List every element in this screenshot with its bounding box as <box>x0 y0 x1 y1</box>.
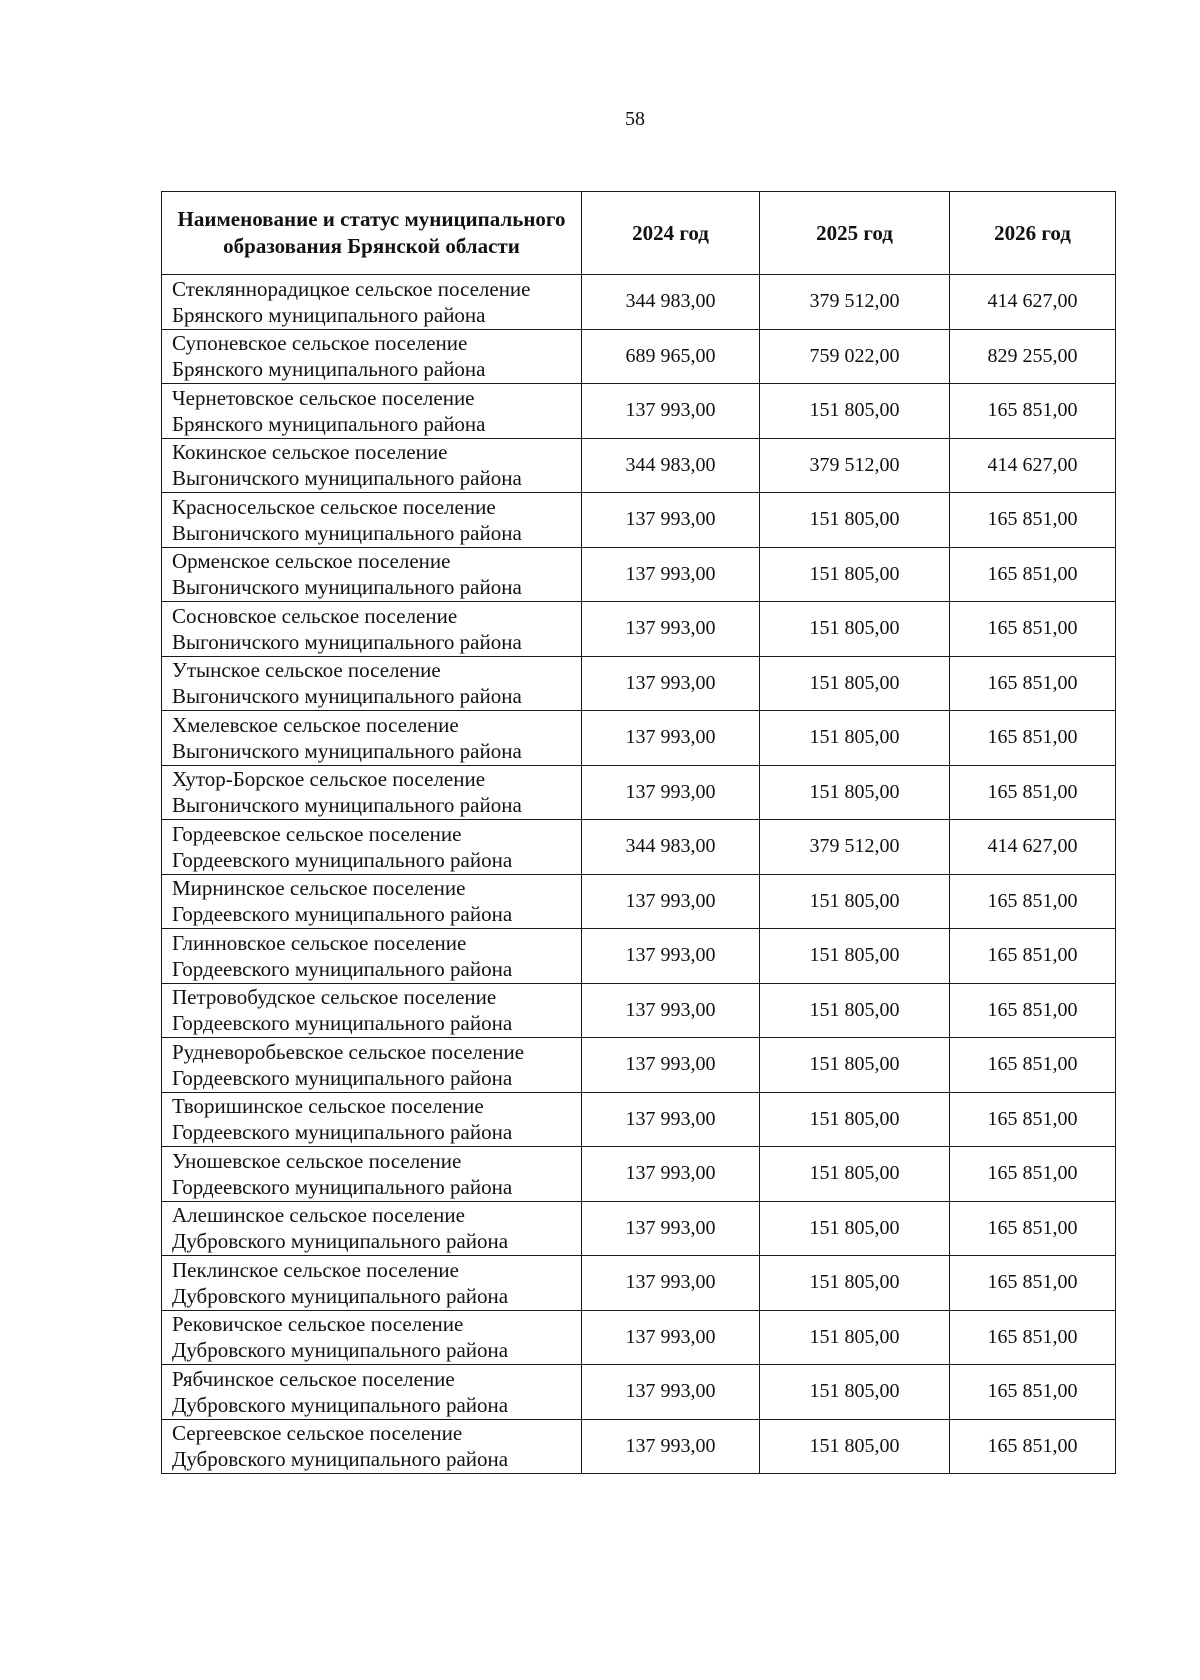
table-row <box>162 493 1116 548</box>
allocation-table-container <box>161 191 1115 1474</box>
municipality-district: Дубровского муниципального района <box>172 1447 509 1472</box>
municipality-name: Рудневоробьевское сельское поселение <box>172 1039 525 1064</box>
value-2024-cell: 137 993,00 <box>582 765 760 820</box>
municipality-district: Выгоничского муниципального района <box>172 629 522 654</box>
municipality-name-cell <box>162 1365 582 1420</box>
value-2026-cell: 165 851,00 <box>950 1256 1116 1311</box>
table-row <box>162 765 1116 820</box>
table-row <box>162 1092 1116 1147</box>
value-2025-cell: 759 022,00 <box>760 329 950 384</box>
table-row <box>162 711 1116 766</box>
value-2026-cell: 165 851,00 <box>950 1147 1116 1202</box>
value-2026-cell: 165 851,00 <box>950 1092 1116 1147</box>
table-header <box>162 192 1116 275</box>
municipality-name-cell <box>162 275 582 330</box>
column-header-2026: 2026 год <box>950 192 1116 275</box>
value-2026-cell: 414 627,00 <box>950 438 1116 493</box>
municipality-name: Гордеевское сельское поселение <box>172 821 462 846</box>
value-2025-cell: 151 805,00 <box>760 765 950 820</box>
value-2025-cell: 379 512,00 <box>760 275 950 330</box>
value-2024-cell: 344 983,00 <box>582 438 760 493</box>
page-number: 58 <box>625 108 645 130</box>
value-2024-cell: 137 993,00 <box>582 1256 760 1311</box>
municipality-name: Творишинское сельское поселение <box>172 1094 484 1119</box>
municipality-district: Дубровского муниципального района <box>172 1338 509 1363</box>
table-row <box>162 983 1116 1038</box>
value-2025-cell: 151 805,00 <box>760 1201 950 1256</box>
value-2025-cell: 151 805,00 <box>760 1147 950 1202</box>
value-2024-cell: 137 993,00 <box>582 1201 760 1256</box>
table-row <box>162 438 1116 493</box>
value-2026-cell: 165 851,00 <box>950 765 1116 820</box>
value-2026-cell: 165 851,00 <box>950 1365 1116 1420</box>
column-header-2025: 2025 год <box>760 192 950 275</box>
municipality-district: Брянского муниципального района <box>172 357 486 382</box>
value-2025-cell: 151 805,00 <box>760 547 950 602</box>
table-row <box>162 384 1116 439</box>
municipality-district: Выгоничского муниципального района <box>172 520 522 545</box>
column-header-2024: 2024 год <box>582 192 760 275</box>
table-row <box>162 929 1116 984</box>
value-2025-cell: 379 512,00 <box>760 820 950 875</box>
value-2025-cell: 151 805,00 <box>760 1365 950 1420</box>
municipality-name: Сосновское сельское поселение <box>172 603 458 628</box>
municipality-name: Глинновское сельское поселение <box>172 930 467 955</box>
municipality-name-cell <box>162 929 582 984</box>
value-2026-cell: 165 851,00 <box>950 1419 1116 1474</box>
municipality-name: Кокинское сельское поселение <box>172 440 448 465</box>
value-2024-cell: 137 993,00 <box>582 1038 760 1093</box>
value-2024-cell: 344 983,00 <box>582 820 760 875</box>
value-2024-cell: 137 993,00 <box>582 1419 760 1474</box>
municipality-name: Уношевское сельское поселение <box>172 1148 462 1173</box>
municipality-district: Дубровского муниципального района <box>172 1283 509 1308</box>
value-2024-cell: 137 993,00 <box>582 1147 760 1202</box>
municipality-name: Хутор-Борское сельское поселение <box>172 767 486 792</box>
value-2024-cell: 344 983,00 <box>582 275 760 330</box>
value-2025-cell: 151 805,00 <box>760 493 950 548</box>
municipality-district: Гордеевского муниципального района <box>172 1011 513 1036</box>
value-2026-cell: 165 851,00 <box>950 874 1116 929</box>
value-2026-cell: 165 851,00 <box>950 656 1116 711</box>
municipality-district: Гордеевского муниципального района <box>172 847 513 872</box>
municipality-name: Орменское сельское поселение <box>172 549 451 574</box>
table-row <box>162 602 1116 657</box>
municipality-name-cell <box>162 329 582 384</box>
value-2026-cell: 165 851,00 <box>950 384 1116 439</box>
municipality-district: Выгоничского муниципального района <box>172 575 522 600</box>
municipality-name: Чернетовское сельское поселение <box>172 385 475 410</box>
value-2025-cell: 151 805,00 <box>760 384 950 439</box>
value-2024-cell: 137 993,00 <box>582 656 760 711</box>
value-2025-cell: 151 805,00 <box>760 1419 950 1474</box>
municipality-name: Рябчинское сельское поселение <box>172 1366 455 1391</box>
table-row <box>162 874 1116 929</box>
value-2025-cell: 151 805,00 <box>760 1310 950 1365</box>
table-body <box>162 275 1116 1474</box>
value-2026-cell: 165 851,00 <box>950 602 1116 657</box>
municipality-district: Выгоничского муниципального района <box>172 684 522 709</box>
municipality-name: Алешинское сельское поселение <box>172 1203 465 1228</box>
municipality-name-cell <box>162 874 582 929</box>
value-2025-cell: 151 805,00 <box>760 874 950 929</box>
value-2025-cell: 151 805,00 <box>760 983 950 1038</box>
value-2024-cell: 137 993,00 <box>582 547 760 602</box>
value-2025-cell: 151 805,00 <box>760 656 950 711</box>
municipality-name-cell <box>162 384 582 439</box>
value-2024-cell: 137 993,00 <box>582 602 760 657</box>
value-2024-cell: 137 993,00 <box>582 711 760 766</box>
value-2026-cell: 165 851,00 <box>950 493 1116 548</box>
value-2024-cell: 137 993,00 <box>582 874 760 929</box>
value-2024-cell: 137 993,00 <box>582 929 760 984</box>
table-row <box>162 1038 1116 1093</box>
value-2024-cell: 137 993,00 <box>582 1092 760 1147</box>
municipality-name-cell <box>162 547 582 602</box>
value-2025-cell: 151 805,00 <box>760 1256 950 1311</box>
table-row <box>162 1310 1116 1365</box>
value-2024-cell: 137 993,00 <box>582 983 760 1038</box>
table-row <box>162 1147 1116 1202</box>
municipality-name-cell <box>162 493 582 548</box>
municipality-name: Сергеевское сельское поселение <box>172 1421 463 1446</box>
municipality-name: Супоневское сельское поселение <box>172 331 468 356</box>
value-2026-cell: 165 851,00 <box>950 711 1116 766</box>
value-2026-cell: 414 627,00 <box>950 275 1116 330</box>
municipality-name: Красносельское сельское поселение <box>172 494 496 519</box>
table-row <box>162 656 1116 711</box>
value-2024-cell: 137 993,00 <box>582 493 760 548</box>
municipality-district: Гордеевского муниципального района <box>172 902 513 927</box>
value-2026-cell: 165 851,00 <box>950 1310 1116 1365</box>
header-row <box>162 192 1116 275</box>
allocation-table <box>161 191 1116 1474</box>
municipality-district: Выгоничского муниципального района <box>172 793 522 818</box>
municipality-name: Мирнинское сельское поселение <box>172 876 466 901</box>
municipality-district: Гордеевского муниципального района <box>172 1174 513 1199</box>
table-row <box>162 1365 1116 1420</box>
value-2024-cell: 137 993,00 <box>582 1310 760 1365</box>
table-row <box>162 329 1116 384</box>
table-row <box>162 1256 1116 1311</box>
value-2026-cell: 165 851,00 <box>950 1201 1116 1256</box>
table-row <box>162 275 1116 330</box>
municipality-name: Петровобудское сельское поселение <box>172 985 497 1010</box>
value-2025-cell: 151 805,00 <box>760 602 950 657</box>
value-2025-cell: 151 805,00 <box>760 711 950 766</box>
municipality-name-cell <box>162 1038 582 1093</box>
municipality-name-cell <box>162 1419 582 1474</box>
municipality-district: Гордеевского муниципального района <box>172 956 513 981</box>
municipality-name-cell <box>162 820 582 875</box>
value-2025-cell: 151 805,00 <box>760 1092 950 1147</box>
municipality-district: Дубровского муниципального района <box>172 1392 509 1417</box>
value-2026-cell: 829 255,00 <box>950 329 1116 384</box>
municipality-name-cell <box>162 983 582 1038</box>
value-2024-cell: 137 993,00 <box>582 1365 760 1420</box>
value-2025-cell: 151 805,00 <box>760 1038 950 1093</box>
column-header-name: Наименование и статус муниципального образования Брянской области <box>162 192 582 275</box>
value-2025-cell: 379 512,00 <box>760 438 950 493</box>
municipality-name-cell <box>162 438 582 493</box>
value-2026-cell: 165 851,00 <box>950 1038 1116 1093</box>
municipality-name-cell <box>162 765 582 820</box>
municipality-name: Утынское сельское поселение <box>172 658 441 683</box>
municipality-name: Пеклинское сельское поселение <box>172 1257 459 1282</box>
municipality-name-cell <box>162 711 582 766</box>
municipality-district: Гордеевского муниципального района <box>172 1120 513 1145</box>
municipality-district: Брянского муниципального района <box>172 411 486 436</box>
municipality-district: Брянского муниципального района <box>172 302 486 327</box>
value-2024-cell: 137 993,00 <box>582 384 760 439</box>
municipality-name: Рековичское сельское поселение <box>172 1312 464 1337</box>
municipality-name-cell <box>162 1092 582 1147</box>
table-row <box>162 1419 1116 1474</box>
municipality-name: Стекляннорадицкое сельское поселение <box>172 276 531 301</box>
table-row <box>162 1201 1116 1256</box>
value-2026-cell: 165 851,00 <box>950 983 1116 1038</box>
municipality-district: Выгоничского муниципального района <box>172 466 522 491</box>
value-2024-cell: 689 965,00 <box>582 329 760 384</box>
value-2026-cell: 165 851,00 <box>950 929 1116 984</box>
table-row <box>162 547 1116 602</box>
municipality-district: Выгоничского муниципального района <box>172 738 522 763</box>
municipality-name: Хмелевское сельское поселение <box>172 712 459 737</box>
municipality-name-cell <box>162 602 582 657</box>
municipality-name-cell <box>162 1147 582 1202</box>
municipality-name-cell <box>162 656 582 711</box>
value-2026-cell: 414 627,00 <box>950 820 1116 875</box>
value-2025-cell: 151 805,00 <box>760 929 950 984</box>
municipality-name-cell <box>162 1201 582 1256</box>
table-row <box>162 820 1116 875</box>
municipality-name-cell <box>162 1256 582 1311</box>
municipality-name-cell <box>162 1310 582 1365</box>
municipality-district: Гордеевского муниципального района <box>172 1065 513 1090</box>
municipality-district: Дубровского муниципального района <box>172 1229 509 1254</box>
value-2026-cell: 165 851,00 <box>950 547 1116 602</box>
